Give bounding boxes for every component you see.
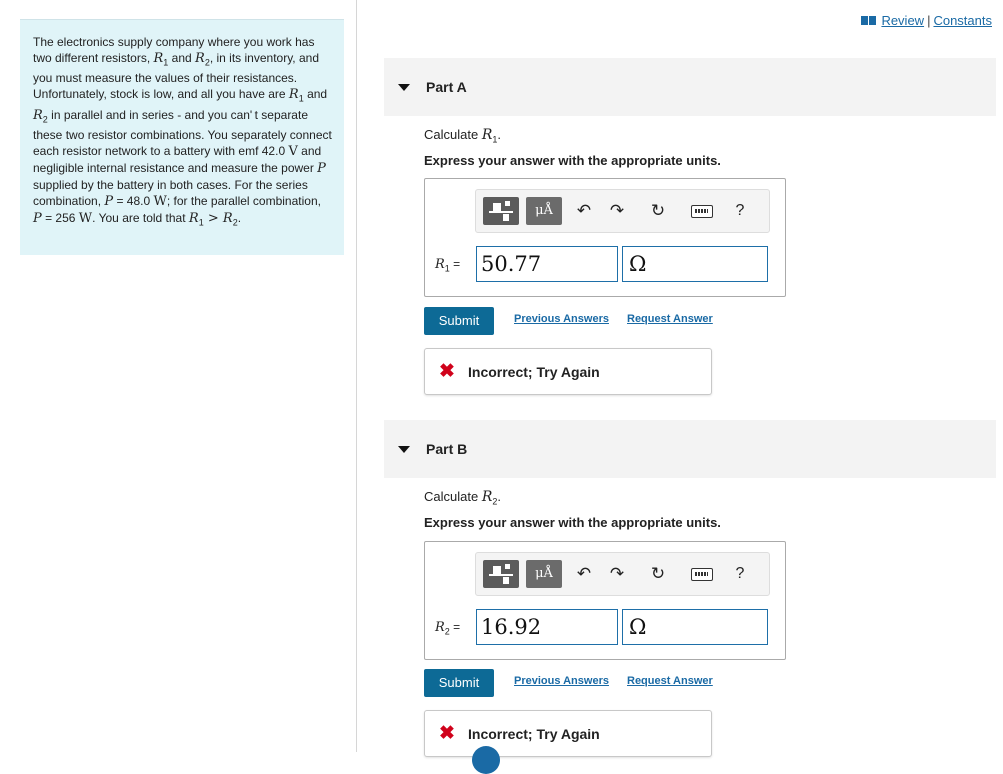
- question-sub: 1: [492, 134, 498, 145]
- question-text: Calculate: [424, 489, 482, 504]
- variable-label: [435, 620, 460, 636]
- previous-answers-link[interactable]: Previous Answers: [514, 675, 609, 687]
- value-input[interactable]: 50.77: [476, 246, 618, 282]
- feedback-message: Incorrect; Try Again: [468, 726, 600, 742]
- top-links: [861, 13, 992, 28]
- problem-text: = 256: [41, 211, 79, 226]
- problem-statement: [20, 19, 344, 255]
- question-text: .: [497, 127, 501, 142]
- r1-symbol: R: [153, 51, 164, 66]
- collapse-triangle-icon[interactable]: [398, 446, 410, 453]
- error-x-icon: ✖: [439, 361, 455, 382]
- feedback-box: [424, 348, 712, 395]
- problem-text: and: [168, 51, 196, 65]
- fraction-template-icon[interactable]: [483, 197, 519, 225]
- keyboard-icon[interactable]: [691, 568, 713, 581]
- r1-sub: 1: [298, 93, 304, 104]
- constants-link[interactable]: Constants: [933, 13, 992, 28]
- problem-text: and negligible internal resistance and measure the power: [33, 144, 322, 176]
- p-symbol: P: [33, 211, 42, 227]
- math-toolbar: [475, 552, 770, 596]
- question-symbol: R: [481, 127, 493, 143]
- part-b-header[interactable]: [384, 420, 996, 478]
- r1-sub: 1: [163, 57, 169, 68]
- help-icon[interactable]: ?: [735, 202, 745, 219]
- part-a-header[interactable]: [384, 58, 996, 116]
- var-symbol: R: [435, 620, 445, 635]
- r2-symbol: R: [195, 51, 205, 66]
- keyboard-icon[interactable]: [691, 205, 713, 218]
- review-link[interactable]: Review: [881, 13, 925, 28]
- r1-symbol: R: [188, 211, 199, 227]
- unit-watt: W: [78, 211, 93, 227]
- reset-icon[interactable]: ↻: [650, 564, 666, 583]
- variable-label: [435, 257, 460, 273]
- part-title: Part A: [426, 79, 467, 95]
- equals-sign: =: [449, 620, 461, 634]
- previous-answers-link[interactable]: Previous Answers: [514, 313, 609, 325]
- undo-icon[interactable]: ↶: [576, 201, 592, 220]
- r2-sub: 2: [42, 114, 48, 125]
- problem-text: .: [237, 211, 242, 226]
- unit-input[interactable]: Ω: [622, 246, 768, 282]
- units-button[interactable]: μÅ: [526, 197, 562, 225]
- question-text: Calculate: [424, 127, 482, 142]
- problem-text: ; for the parallel combination,: [166, 194, 321, 209]
- value-input[interactable]: 16.92: [476, 609, 618, 645]
- var-sub: 2: [444, 626, 450, 637]
- var-sub: 1: [444, 263, 450, 274]
- answer-box: [424, 541, 786, 660]
- collapse-triangle-icon[interactable]: [398, 84, 410, 91]
- redo-icon[interactable]: ↷: [609, 564, 625, 583]
- link-separator: |: [927, 13, 931, 28]
- instruction: Express your answer with the appropriate units.: [424, 515, 721, 530]
- r2-sub: 2: [232, 217, 238, 228]
- unit-input[interactable]: Ω: [622, 609, 768, 645]
- redo-icon[interactable]: ↷: [609, 201, 625, 220]
- question-text: .: [497, 489, 501, 504]
- problem-text: and: [303, 87, 328, 102]
- undo-icon[interactable]: ↶: [576, 564, 592, 583]
- help-icon[interactable]: ?: [735, 565, 745, 582]
- problem-text: supplied by the battery in both cases. For the series combination,: [33, 178, 308, 209]
- instruction: Express your answer with the appropriate units.: [424, 153, 721, 168]
- r2-symbol: R: [33, 107, 43, 123]
- problem-text: , in its inventory, and you must measure the values of their resistances. Unfortunately, stock is low, and all you have are: [33, 51, 319, 102]
- submit-button[interactable]: Submit: [424, 307, 494, 335]
- r2-symbol: R: [222, 211, 233, 227]
- review-icon: [861, 16, 876, 25]
- unit-watt: W: [153, 194, 167, 210]
- part-b: [384, 420, 996, 744]
- greater-than: >: [203, 211, 223, 227]
- answer-box: [424, 178, 786, 297]
- unit-volt: V: [288, 144, 298, 160]
- fraction-template-icon[interactable]: [483, 560, 519, 588]
- problem-text: = 48.0: [113, 194, 154, 209]
- question: [424, 489, 501, 507]
- problem-text: . You are told that: [92, 211, 189, 226]
- problem-text: in parallel and in series - and you can' t separate these two resistor combinations. You separately connect each resistor network to a battery with emf 42.0: [33, 107, 332, 159]
- request-answer-link[interactable]: Request Answer: [627, 675, 713, 687]
- p-symbol: P: [317, 161, 326, 177]
- reset-icon[interactable]: ↻: [650, 201, 666, 220]
- math-toolbar: [475, 189, 770, 233]
- question: [424, 127, 501, 145]
- question-sub: 2: [492, 496, 498, 507]
- var-symbol: R: [435, 257, 445, 272]
- feedback-message: Incorrect; Try Again: [468, 364, 600, 380]
- p-symbol: P: [104, 194, 114, 210]
- problem-text: The electronics supply company where you work has two different resistors,: [33, 35, 315, 65]
- units-button[interactable]: μÅ: [526, 560, 562, 588]
- request-answer-link[interactable]: Request Answer: [627, 313, 713, 325]
- feedback-box: [424, 710, 712, 757]
- question-symbol: R: [481, 489, 493, 505]
- error-x-icon: ✖: [439, 723, 455, 744]
- r2-sub: 2: [204, 57, 210, 68]
- panel-divider: [356, 0, 357, 752]
- equals-sign: =: [449, 257, 461, 271]
- part-a: [384, 58, 996, 382]
- part-title: Part B: [426, 441, 468, 457]
- submit-button[interactable]: Submit: [424, 669, 494, 697]
- r1-sub: 1: [198, 217, 204, 228]
- floating-help-button[interactable]: [472, 746, 500, 774]
- r1-symbol: R: [288, 87, 299, 103]
